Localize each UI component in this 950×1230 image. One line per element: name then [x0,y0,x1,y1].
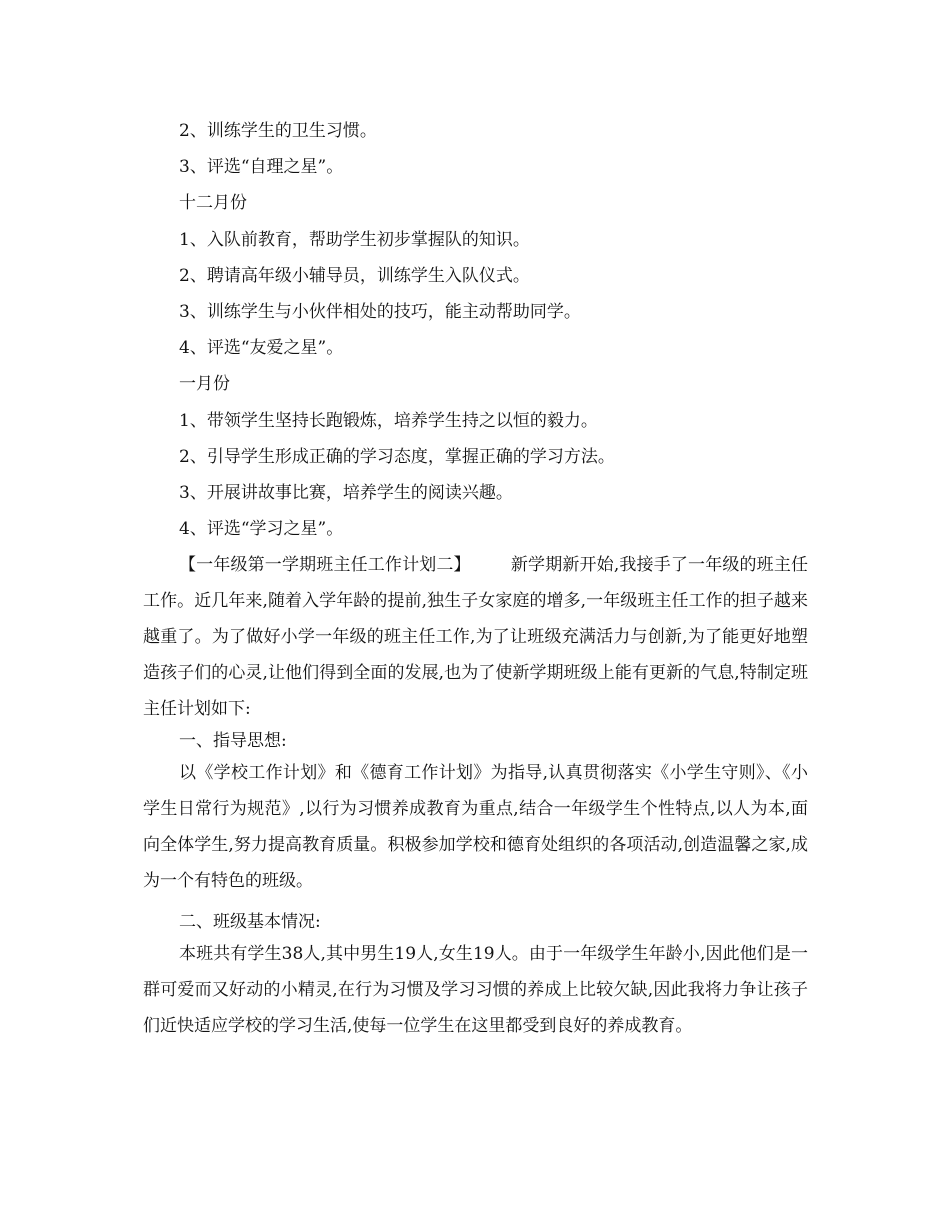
month-heading: 一月份 [179,374,230,394]
section-title-guiding: 一、指导思想: [179,731,287,751]
list-item: 4、评选“学习之星”。 [179,519,344,539]
plan2-intro-text: 新学期新开始,我接手了一年级的班主任工作。近几年来,随着入学年龄的提前,独生子女家庭的增多,一年级班主任工作的担子越来越重了。为了做好小学一年级的班主任工作,为了让班级充满活力与创新,为了能更好地塑造孩子们的心灵,让他们得到全面的发展,也为了使新学期班级上能有更新的气息,特制定班主任计划如下: [143,555,808,719]
section-title-basic: 二、班级基本情况: [179,912,321,932]
list-item: 2、引导学生形成正确的学习态度，掌握正确的学习方法。 [179,447,615,467]
list-item: 3、评选“自理之星”。 [179,157,344,177]
guiding-paragraph: 以《学校工作计划》和《德育工作计划》为指导,认真贯彻落实《小学生守则》、《小学生日常行为规范》,以行为习惯养成教育为重点,结合一年级学生个性特点,以人为本,面向全体学生,努力提高教育质量。积极参加学校和德育处组织的各项活动,创造温馨之家,成为一个有特色的班级。 [143,763,808,891]
list-item: 2、聘请高年级小辅导员，训练学生入队仪式。 [179,266,530,286]
list-item: 1、入队前教育，帮助学生初步掌握队的知识。 [179,230,530,250]
list-item: 4、评选“友爱之星”。 [179,338,344,358]
list-item: 1、带领学生坚持长跑锻炼，培养学生持之以恒的毅力。 [179,411,598,431]
list-item: 3、训练学生与小伙伴相处的技巧，能主动帮助同学。 [179,302,581,322]
plan2-heading: 【一年级第一学期班主任工作计划二】 [179,555,471,575]
list-item: 2、训练学生的卫生习惯。 [179,121,377,141]
plan2-intro-paragraph [143,547,808,727]
list-item: 3、开展讲故事比赛，培养学生的阅读兴趣。 [179,483,513,503]
basic-paragraph: 本班共有学生38人,其中男生19人,女生19人。由于一年级学生年龄小,因此他们是一群可爱而又好动的小精灵,在行为习惯及学习习惯的养成上比较欠缺,因此我将力争让孩子们近快适应学校的学习生活,使每一位学生在这里都受到良好的养成教育。 [143,944,808,1036]
month-heading: 十二月份 [179,193,247,213]
